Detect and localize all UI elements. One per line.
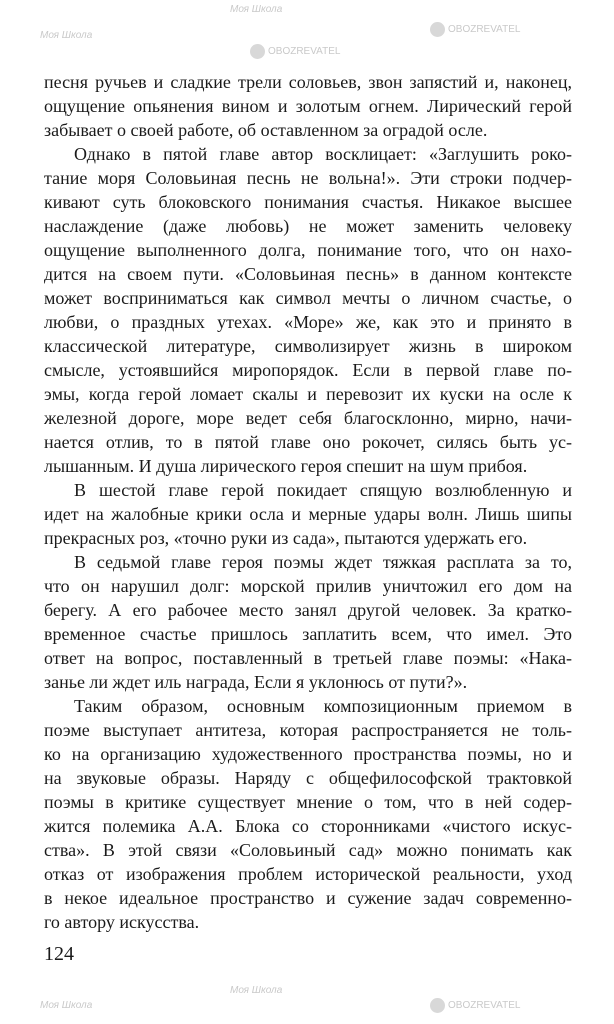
watermark-school: Моя Школа	[230, 4, 283, 15]
text-line: прекрасных роз, «точно руки из сада», пытаются удержать его.	[44, 528, 528, 548]
text-line: ощущение опьянения вином и золотым огнем. Лирический герой	[44, 96, 572, 116]
watermark-school: Моя Школа	[40, 30, 93, 41]
watermark-brand-text: OBOZREVATEL	[268, 46, 341, 57]
text-line: берегу. А его рабочее место занял другой человек. За кратко-	[44, 600, 572, 620]
text-line: классической литературе, символизирует жизнь в широком	[44, 336, 572, 356]
watermark-brand	[250, 44, 340, 59]
text-line: отказ от изображения проблем исторической реальности, уход	[44, 864, 572, 884]
text-line: ко на организацию художественного пространства поэмы, но и	[44, 744, 572, 764]
text-line: В седьмой главе героя поэмы ждет тяжкая расплата за то,	[74, 552, 572, 572]
text-line: занье ли ждет иль награда, Если я уклонюсь от пути?».	[44, 672, 468, 692]
text-line: любви, о праздных утехах. «Море» же, как это и принято в	[44, 312, 572, 332]
text-line: го автору искусства.	[44, 912, 200, 932]
text-line: железной дороге, море ведет себя благосклонно, мирно, начи-	[44, 408, 572, 428]
text-line: жится полемика А.А. Блока со сторонниками «чистого искус-	[44, 816, 572, 836]
text-line: эмы, когда герой ломает скалы и перевозит их куски на осле к	[44, 384, 572, 404]
text-line: идет на жалобные крики осла и мерные удары волн. Лишь шипы	[44, 504, 572, 524]
watermark-brand-text: OBOZREVATEL	[448, 24, 521, 35]
watermark-school: Моя Школа	[230, 985, 283, 996]
text-line: ответ на вопрос, поставленный в третьей главе поэмы: «Нака-	[44, 648, 572, 668]
text-line: забывает о своей работе, об оставленном за оградой осле.	[44, 120, 488, 140]
text-line: тание моря Соловьиная песнь не вольна!». Эти строки подчер-	[44, 168, 572, 188]
text-line: в некое идеальное пространство и сужение задач современно-	[44, 888, 572, 908]
text-line: Таким образом, основным композиционным приемом в	[74, 696, 572, 716]
watermark-brand	[430, 998, 520, 1013]
page-number: 124	[44, 943, 74, 965]
brand-logo-icon	[430, 998, 445, 1013]
brand-logo-icon	[250, 44, 265, 59]
text-line: на звуковые образы. Наряду с общефилософской трактовкой	[44, 768, 572, 788]
text-line: временное счастье пришлось заплатить всем, что имел. Это	[44, 624, 572, 644]
text-line: что он нарушил долг: морской прилив уничтожил его дом на	[44, 576, 572, 596]
brand-logo-icon	[430, 22, 445, 37]
text-line: дится на своем пути. «Соловьиная песнь» в данном контексте	[44, 264, 572, 284]
watermark-brand-text: OBOZREVATEL	[448, 1000, 521, 1011]
text-line: кивают суть блоковского понимания счастья. Никакое высшее	[44, 192, 572, 212]
text-line: Однако в пятой главе автор восклицает: «Заглушить роко-	[74, 144, 572, 164]
text-line: поэме выступает антитеза, которая распространяется не толь-	[44, 720, 572, 740]
text-line: может восприниматься как символ мечты о личном счастье, о	[44, 288, 572, 308]
text-line: поэмы в критике существует мнение о том, что в ней содер-	[44, 792, 572, 812]
text-line: лышанным. И душа лирического героя спешит на шум прибоя.	[44, 456, 528, 476]
text-line: ства». В этой связи «Соловьиный сад» можно понимать как	[44, 840, 572, 860]
document-body	[44, 70, 572, 966]
watermark-brand	[430, 22, 520, 37]
watermark-school: Моя Школа	[40, 1000, 93, 1011]
text-line: смысле, устоявшийся миропорядок. Если в первой главе по-	[44, 360, 572, 380]
text-line: ощущение выполненного долга, понимание того, что он нахо-	[44, 240, 572, 260]
text-line: наслаждение (даже любовь) не может заменить человеку	[44, 216, 572, 236]
text-lines	[44, 70, 572, 934]
text-line: песня ручьев и сладкие трели соловьев, звон запястий и, наконец,	[44, 72, 572, 92]
text-line: В шестой главе герой покидает спящую возлюбленную и	[74, 480, 572, 500]
text-line: нается отлив, то в пятой главе оно рокочет, силясь быть ус-	[44, 432, 572, 452]
